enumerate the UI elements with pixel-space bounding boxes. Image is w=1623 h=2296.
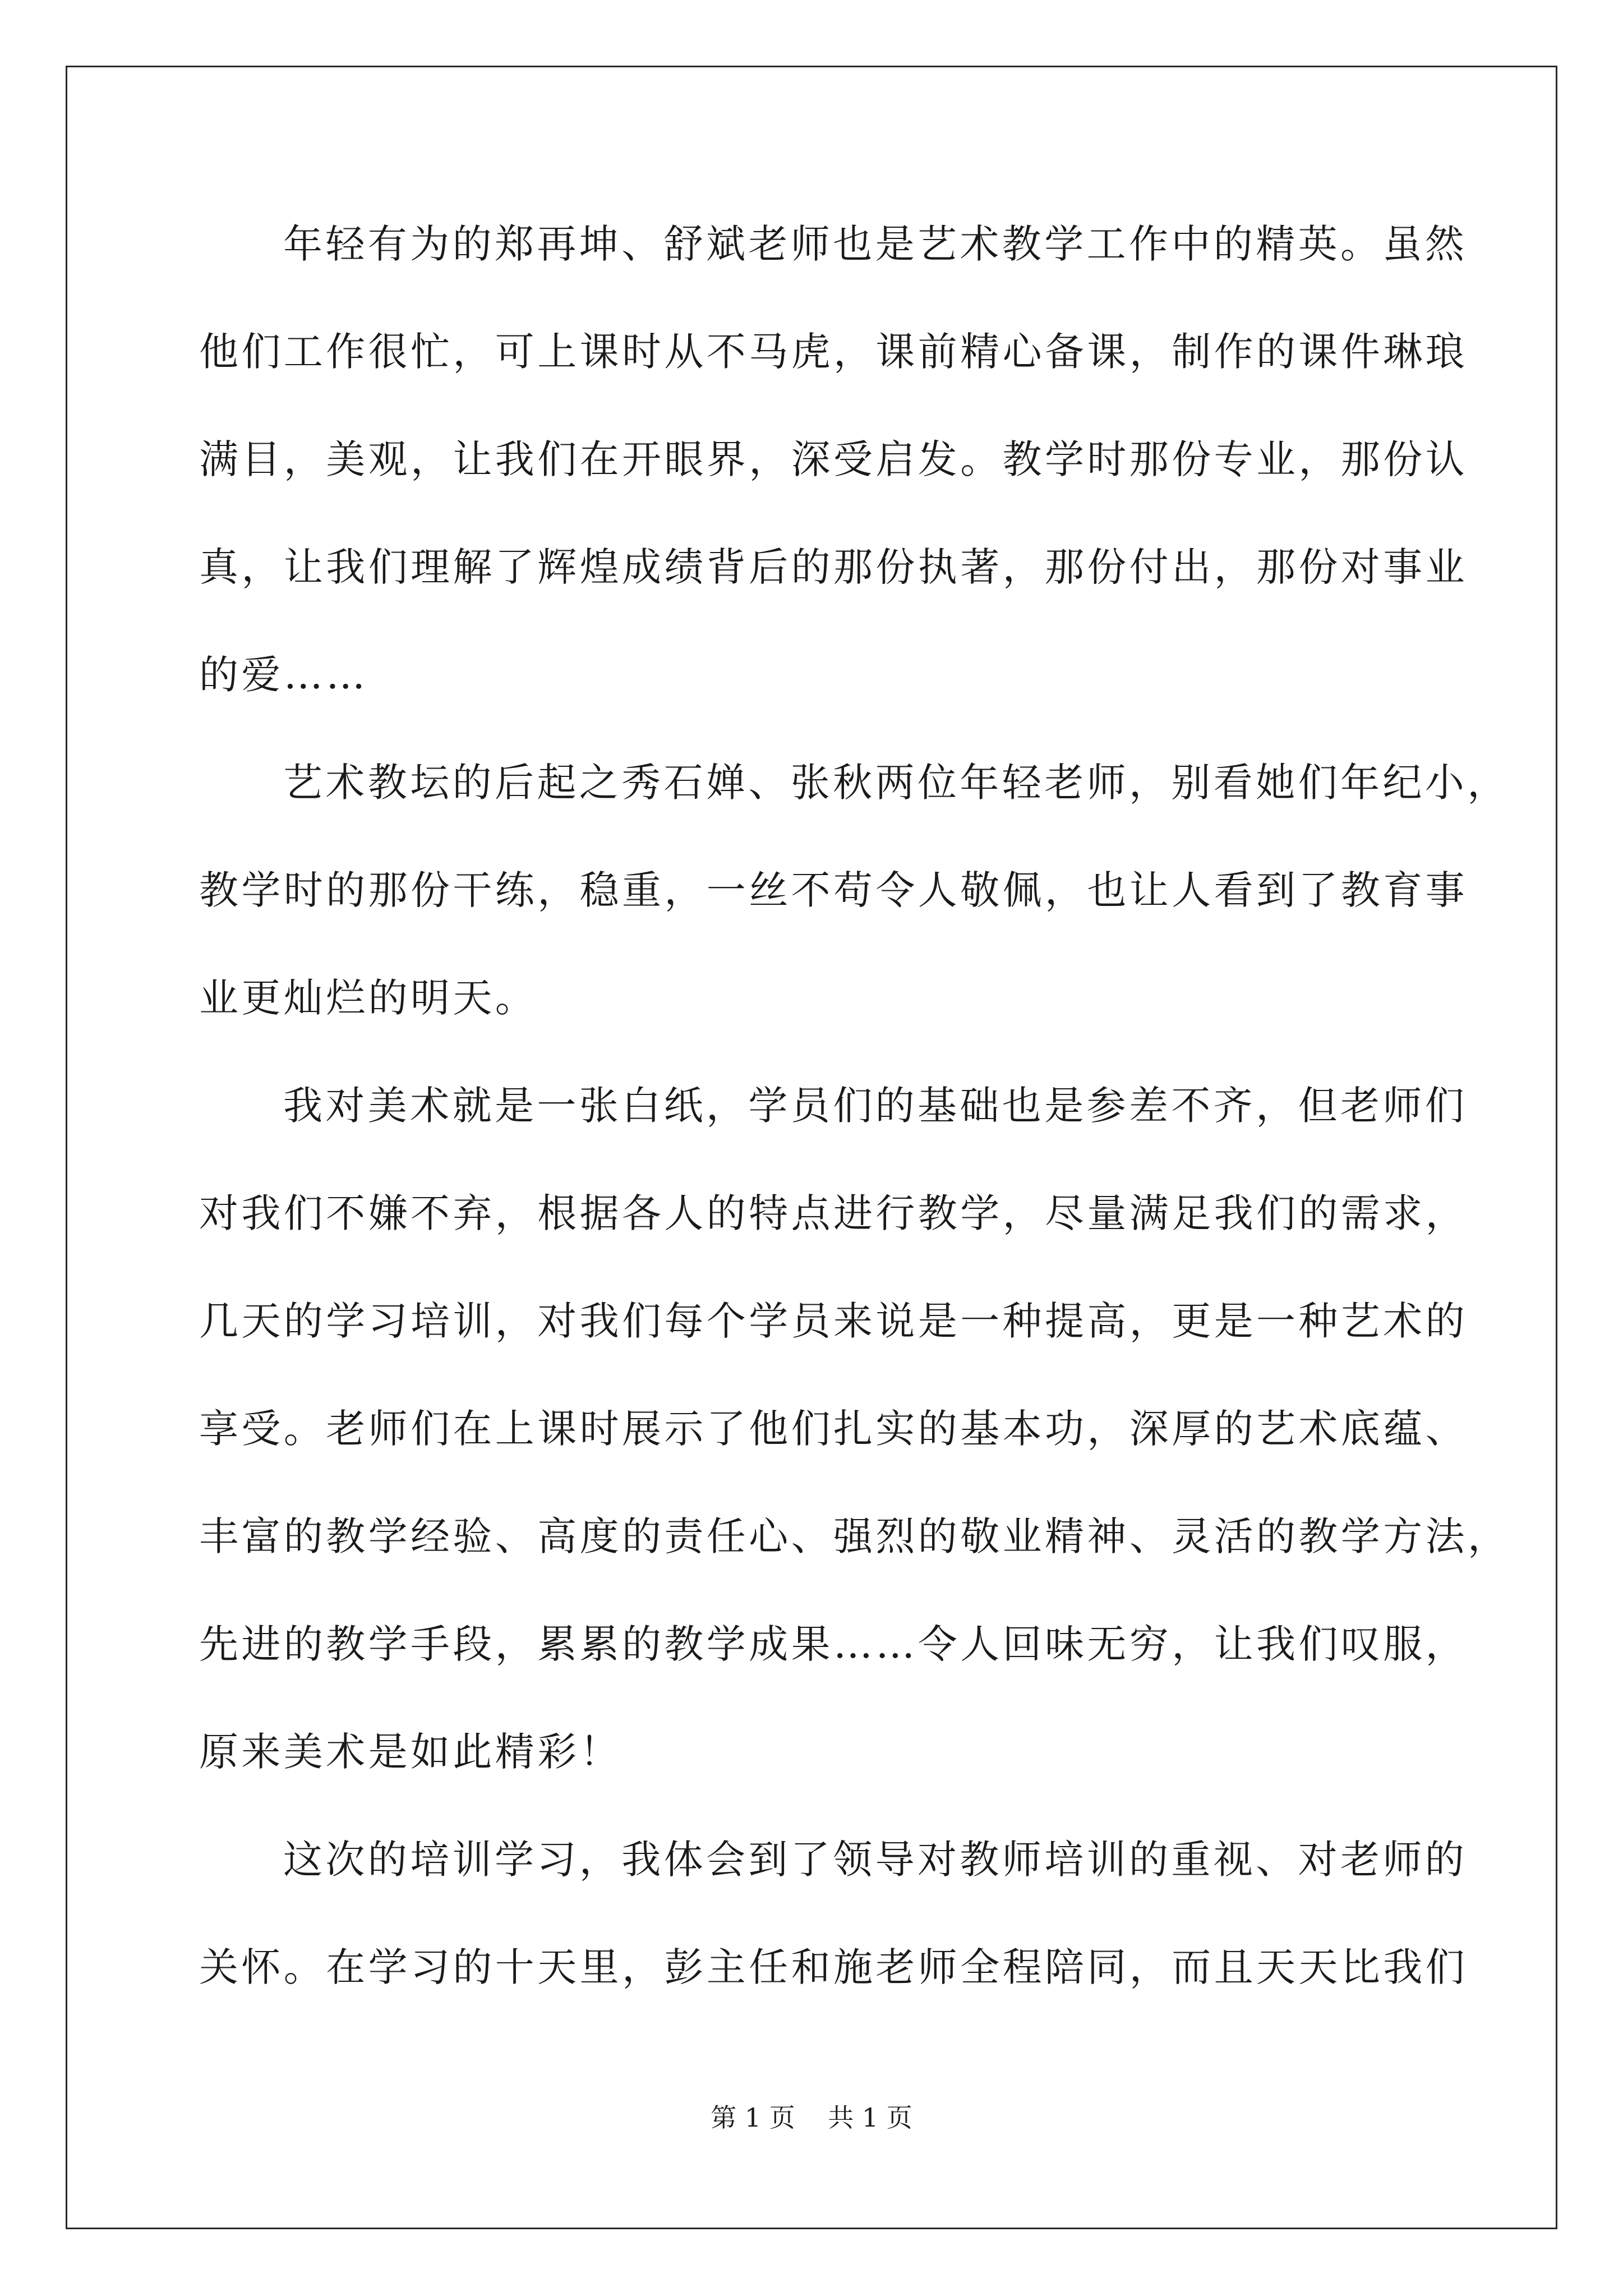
page-number-footer: 第 1 页 共 1 页	[711, 2102, 912, 2133]
text-line: 对我们不嫌不弃，根据各人的特点进行教学，尽量满足我们的需求，	[199, 1190, 1468, 1236]
text-line: 先进的教学手段，累累的教学成果……令人回味无穷，让我们叹服，	[199, 1621, 1468, 1667]
text-line: 关怀。在学习的十天里，彭主任和施老师全程陪同，而且天天比我们	[199, 1944, 1468, 1990]
text-line: 享受。老师们在上课时展示了他们扎实的基本功，深厚的艺术底蕴、	[199, 1406, 1468, 1452]
text-line: 几天的学习培训，对我们每个学员来说是一种提高，更是一种艺术的	[199, 1298, 1468, 1344]
text-line: 艺术教坛的后起之秀石婵、张秋两位年轻老师，别看她们年纪小，	[283, 760, 1510, 806]
text-line: 满目，美观，让我们在开眼界，深受启发。教学时那份专业，那份认	[199, 436, 1468, 482]
text-line: 教学时的那份干练，稳重，一丝不苟令人敬佩，也让人看到了教育事	[199, 867, 1468, 913]
text-line: 的爱……	[199, 652, 368, 698]
text-line: 年轻有为的郑再坤、舒斌老师也是艺术教学工作中的精英。虽然	[283, 221, 1468, 267]
text-line: 我对美术就是一张白纸，学员们的基础也是参差不齐，但老师们	[283, 1083, 1468, 1129]
text-line: 这次的培训学习，我体会到了领导对教师培训的重视、对老师的	[283, 1837, 1468, 1883]
text-line: 原来美术是如此精彩！	[199, 1729, 622, 1775]
text-line: 他们工作很忙，可上课时从不马虎，课前精心备课，制作的课件琳琅	[199, 329, 1468, 375]
text-line: 真，让我们理解了辉煌成绩背后的那份执著，那份付出，那份对事业	[199, 544, 1468, 590]
document-body	[199, 210, 1510, 2041]
text-line: 业更灿烂的明天。	[199, 975, 538, 1021]
text-line: 丰富的教学经验、高度的责任心、强烈的敬业精神、灵活的教学方法，	[199, 1513, 1510, 1559]
